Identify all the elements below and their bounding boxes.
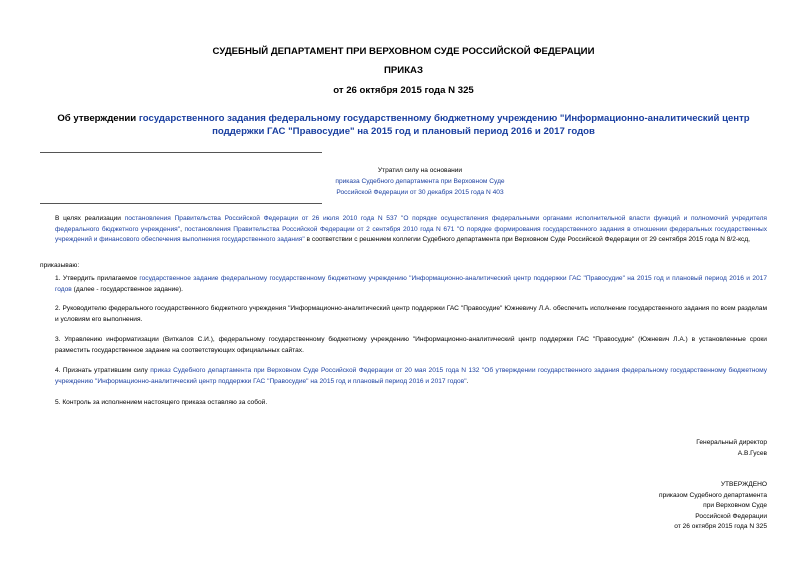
doc-date: от 26 октября 2015 года N 325 bbox=[333, 85, 474, 96]
signature-name: А.В.Гусев bbox=[737, 449, 767, 457]
approval-line-4: от 26 октября 2015 года N 325 bbox=[674, 523, 767, 530]
order-word: приказываю: bbox=[40, 262, 80, 269]
item-2: 2. Руководителю федерального государственного бюджетного учреждения "Информационно-аналитический центр поддержки ГАС "Правосудие" Южневичу Л.А. обеспечить исполнение государственного задания по всем разделам и условиям его выполнения. bbox=[55, 305, 767, 323]
approval-word: УТВЕРЖДЕНО bbox=[720, 481, 767, 488]
signature-position: Генеральный директор bbox=[696, 439, 767, 446]
item-1-link[interactable]: государственное задание федеральному государственному бюджетному учреждению "Информационно-аналитический центр поддержки ГАС "Правосудие" на 2015 год и плановый период 2016 и 2017 годов bbox=[55, 275, 767, 293]
preamble-paragraph bbox=[40, 214, 767, 246]
item-4-link[interactable]: приказ Судебного департамента при Верховном Суде Российской Федерации от 20 мая 2015 года N 132 "Об утверждении государственного задания федеральному государственному бюджетному учреждению "Информационно-аналитический центр поддержки ГАС "Правосудие" на 2015 год и плановый период 2016 и 2017 годов" bbox=[55, 367, 767, 385]
item-1-tail: (далее - государственное задание). bbox=[71, 285, 183, 293]
repeal-note bbox=[320, 165, 520, 198]
preamble-text-3: в соответствии с решением коллегии Судебного департамента при Верховном Суде Российской Федерации от 29 сентября 2015 года N 8/2-ксд, bbox=[304, 236, 751, 243]
doc-title bbox=[40, 113, 767, 138]
approval-line-2: при Верховном Суде bbox=[703, 502, 767, 509]
divider-bottom bbox=[40, 203, 322, 204]
title-link[interactable]: государственного задания федеральному государственному бюджетному учреждению "Информационно-аналитический центр поддержки ГАС "Правосудие" на 2015 год и плановый период 2016 и 2017 годов bbox=[138, 113, 750, 137]
item-4 bbox=[40, 366, 767, 387]
divider-top bbox=[40, 152, 322, 153]
repeal-note-text: Утратил силу на основании bbox=[377, 167, 463, 174]
repeal-note-link[interactable]: приказа Судебного департамента при Верховном Суде Российской Федерации от 30 декабря 2015 года N 403 bbox=[335, 178, 505, 196]
item-4-text: 4. Признать утратившим силу bbox=[55, 367, 151, 374]
signature-block bbox=[560, 438, 767, 459]
approval-block bbox=[560, 480, 767, 533]
item-4-tail: . bbox=[466, 377, 469, 385]
item-1 bbox=[40, 274, 767, 295]
preamble-text-1: В целях реализации bbox=[55, 215, 125, 222]
preamble-link-671[interactable]: постановления Правительства Российской Федерации от 2 сентября 2010 года N 671 "О порядке формирования государственного задания в отношении федеральных государственных учреждений и финансового обеспечения выполнения государственного задания" bbox=[55, 225, 768, 243]
title-prefix: Об утверждении bbox=[57, 113, 139, 124]
approval-line-1: приказом Судебного департамента bbox=[659, 491, 767, 499]
item-1-text: 1. Утвердить прилагаемое bbox=[55, 275, 140, 282]
preamble-link-537[interactable]: постановления Правительства Российской Федерации от 26 июля 2010 года N 537 "О порядке осуществления федеральными органами исполнительной власти функций и полномочий учредителя федерального бюджетного учреждения" bbox=[55, 215, 768, 233]
doc-type-heading: ПРИКАЗ bbox=[384, 65, 423, 76]
org-heading: СУДЕБНЫЙ ДЕПАРТАМЕНТ ПРИ ВЕРХОВНОМ СУДЕ РОССИЙСКОЙ ФЕДЕРАЦИИ bbox=[212, 46, 595, 57]
item-3: 3. Управлению информатизации (Виткалов С.И.), федеральному государственному бюджетному учреждению "Информационно-аналитический центр поддержки ГАС "Правосудие" (Южневич Л.А.) в установленные сроки разместить государственное задание на соответствующих официальных сайтах. bbox=[55, 336, 767, 354]
preamble-text-2: , bbox=[180, 225, 185, 233]
approval-line-3: Российской Федерации bbox=[695, 512, 767, 520]
item-5: 5. Контроль за исполнением настоящего приказа оставляю за собой. bbox=[55, 399, 268, 406]
